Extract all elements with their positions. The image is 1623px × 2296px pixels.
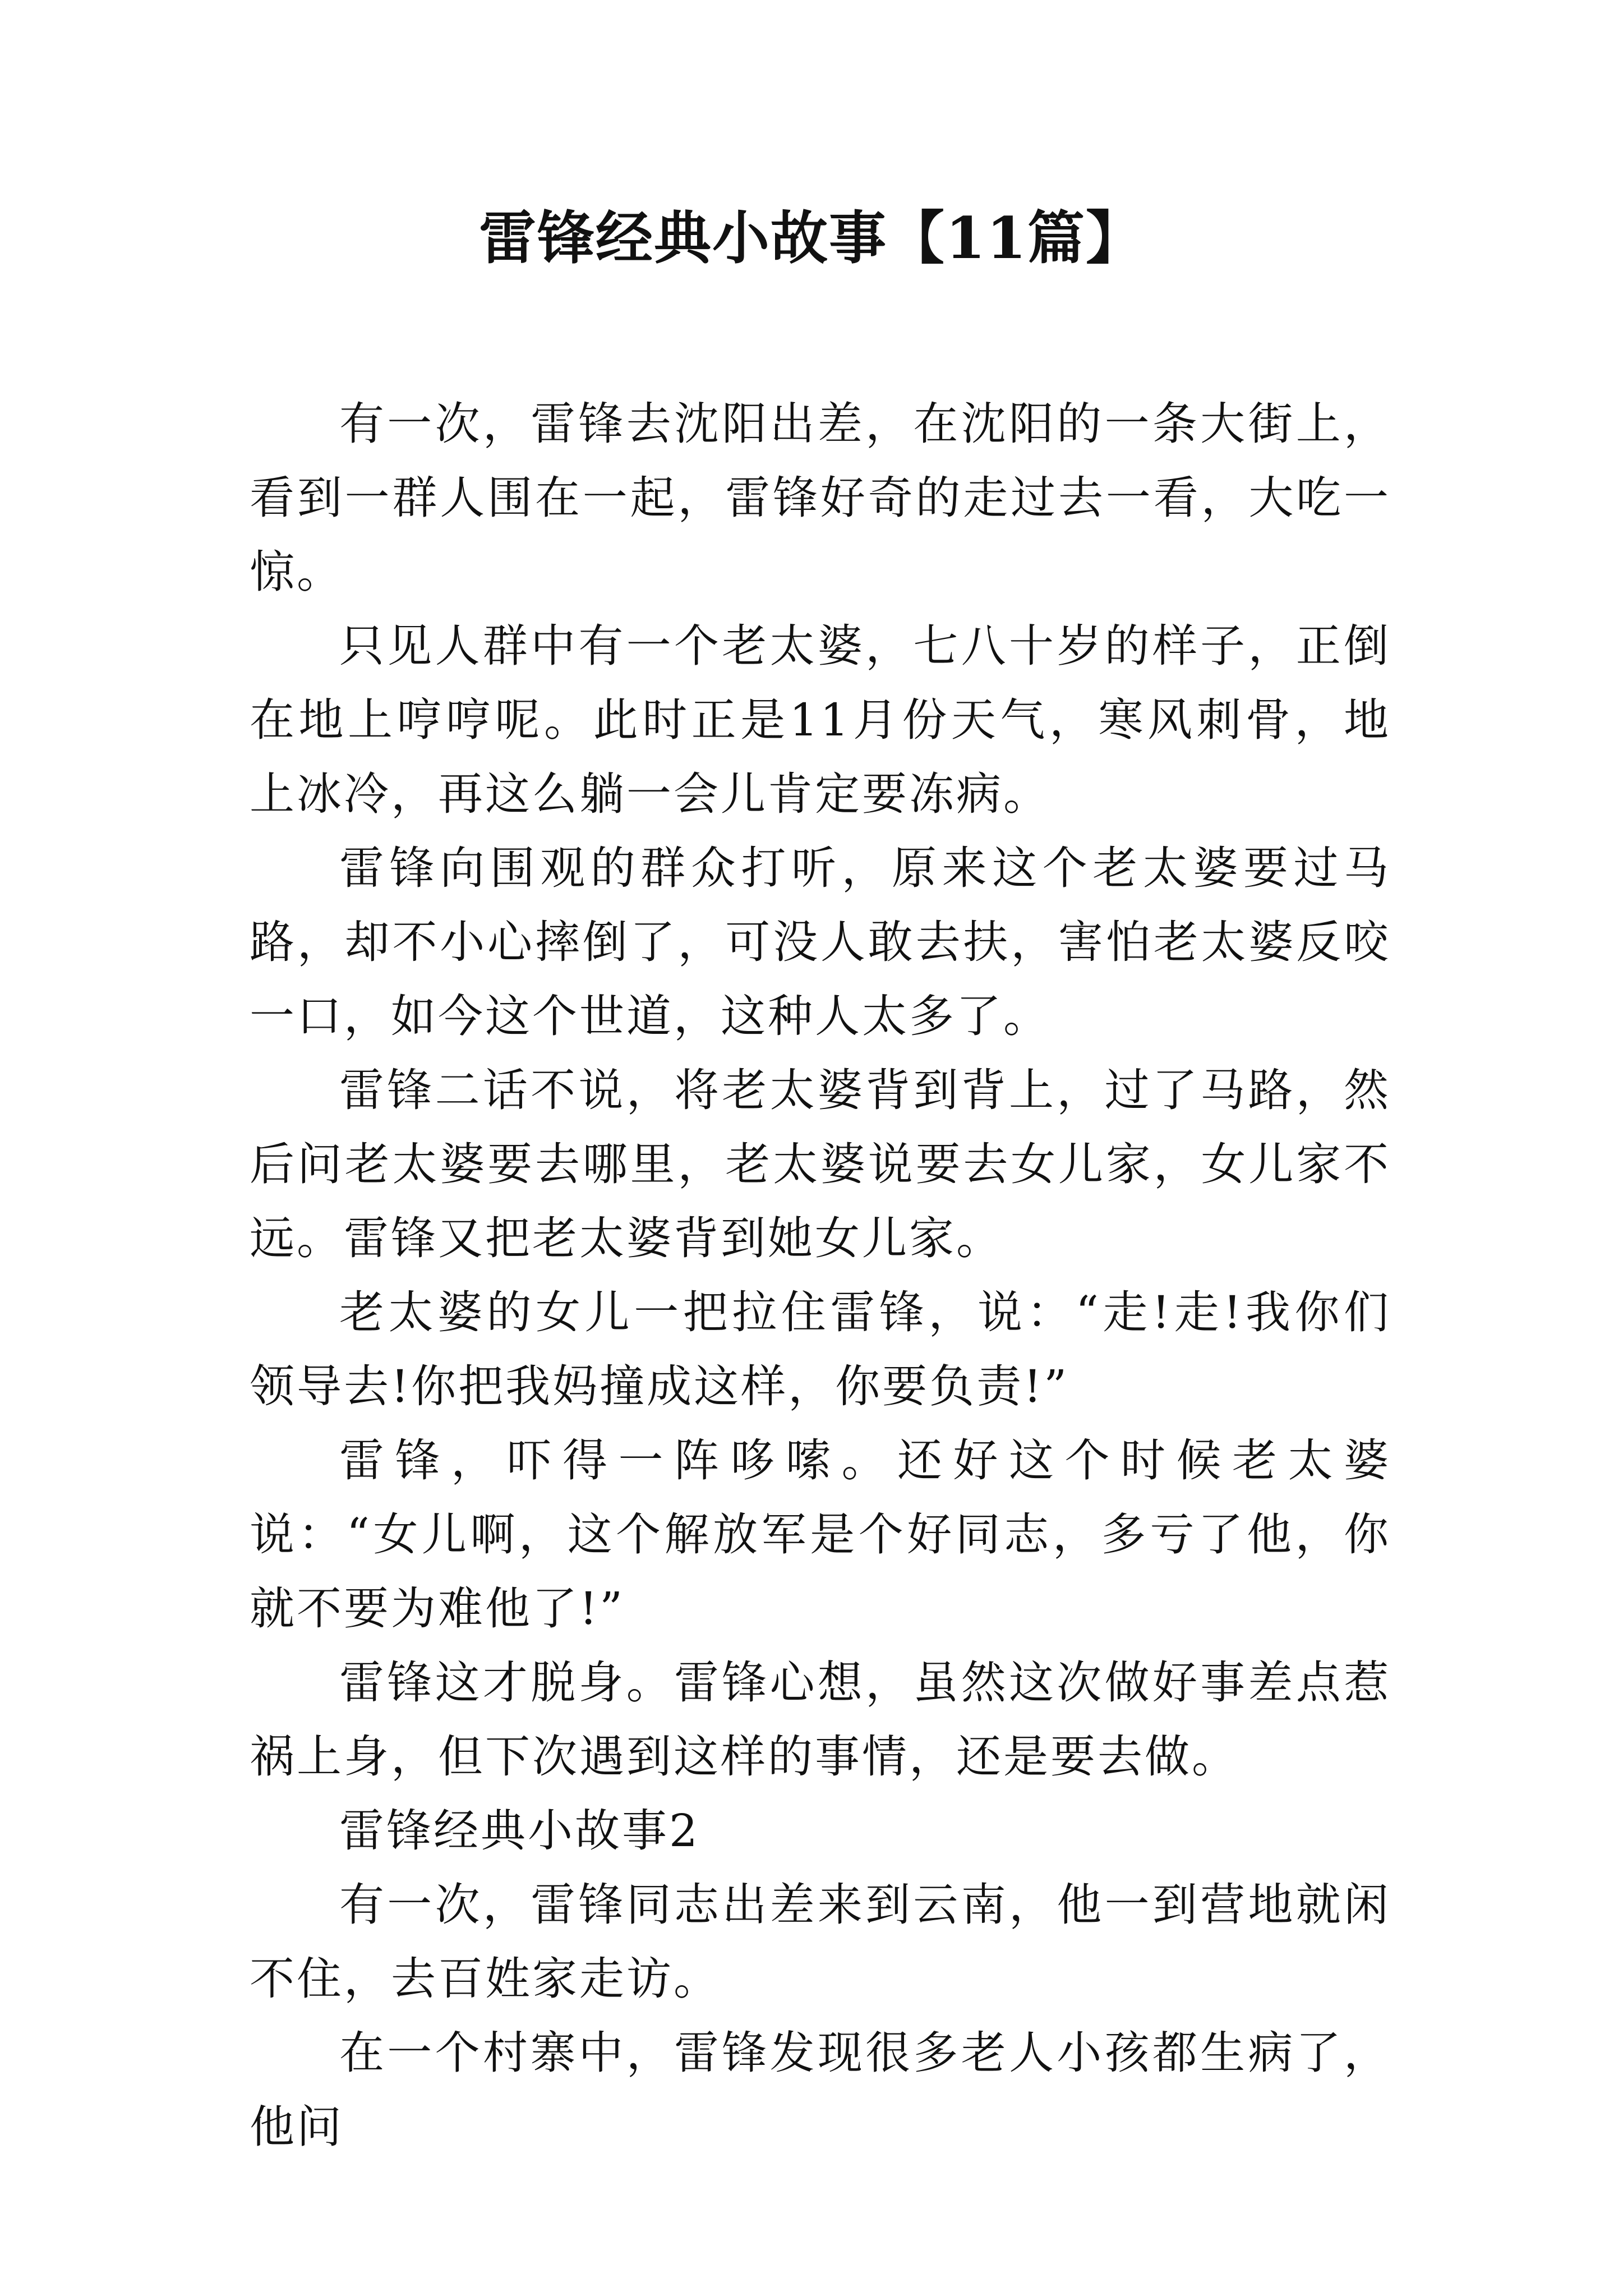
paragraph: 有一次，雷锋去沈阳出差，在沈阳的一条大街上，看到一群人围在一起，雷锋好奇的走过去一看，大吃一惊。 [250,398,1391,598]
paragraph: 在一个村寨中，雷锋发现很多老人小孩都生病了，他问 [250,2027,1391,2153]
paragraph: 老太婆的女儿一把拉住雷锋，说：“走!走!我你们领导去!你把我妈撞成这样，你要负责!” [250,1286,1391,1412]
section-heading: 雷锋经典小故事2 [339,1805,700,1857]
paragraph: 雷锋二话不说，将老太婆背到背上，过了马路，然后问老太婆要去哪里，老太婆说要去女儿家，女儿家不远。雷锋又把老太婆背到她女儿家。 [250,1064,1391,1264]
paragraph: 只见人群中有一个老太婆，七八十岁的样子，正倒在地上哼哼呢。此时正是11月份天气，寒风刺骨，地上冰冷，再这么躺一会儿肯定要冻病。 [250,620,1391,820]
paragraph: 雷锋向围观的群众打听，原来这个老太婆要过马路，却不小心摔倒了，可没人敢去扶，害怕老太婆反咬一口，如今这个世道，这种人太多了。 [250,842,1391,1042]
document-body [250,387,1391,2164]
paragraph: 雷锋这才脱身。雷锋心想，虽然这次做好事差点惹祸上身，但下次遇到这样的事情，还是要去做。 [250,1657,1391,1783]
paragraph: 雷锋，吓得一阵哆嗦。还好这个时候老太婆说：“女儿啊，这个解放军是个好同志，多亏了他，你就不要为难他了!” [250,1434,1391,1635]
document-title: 雷锋经典小故事【11篇】 [479,205,1144,272]
paragraph: 有一次，雷锋同志出差来到云南，他一到营地就闲不住，去百姓家走访。 [250,1879,1391,2005]
